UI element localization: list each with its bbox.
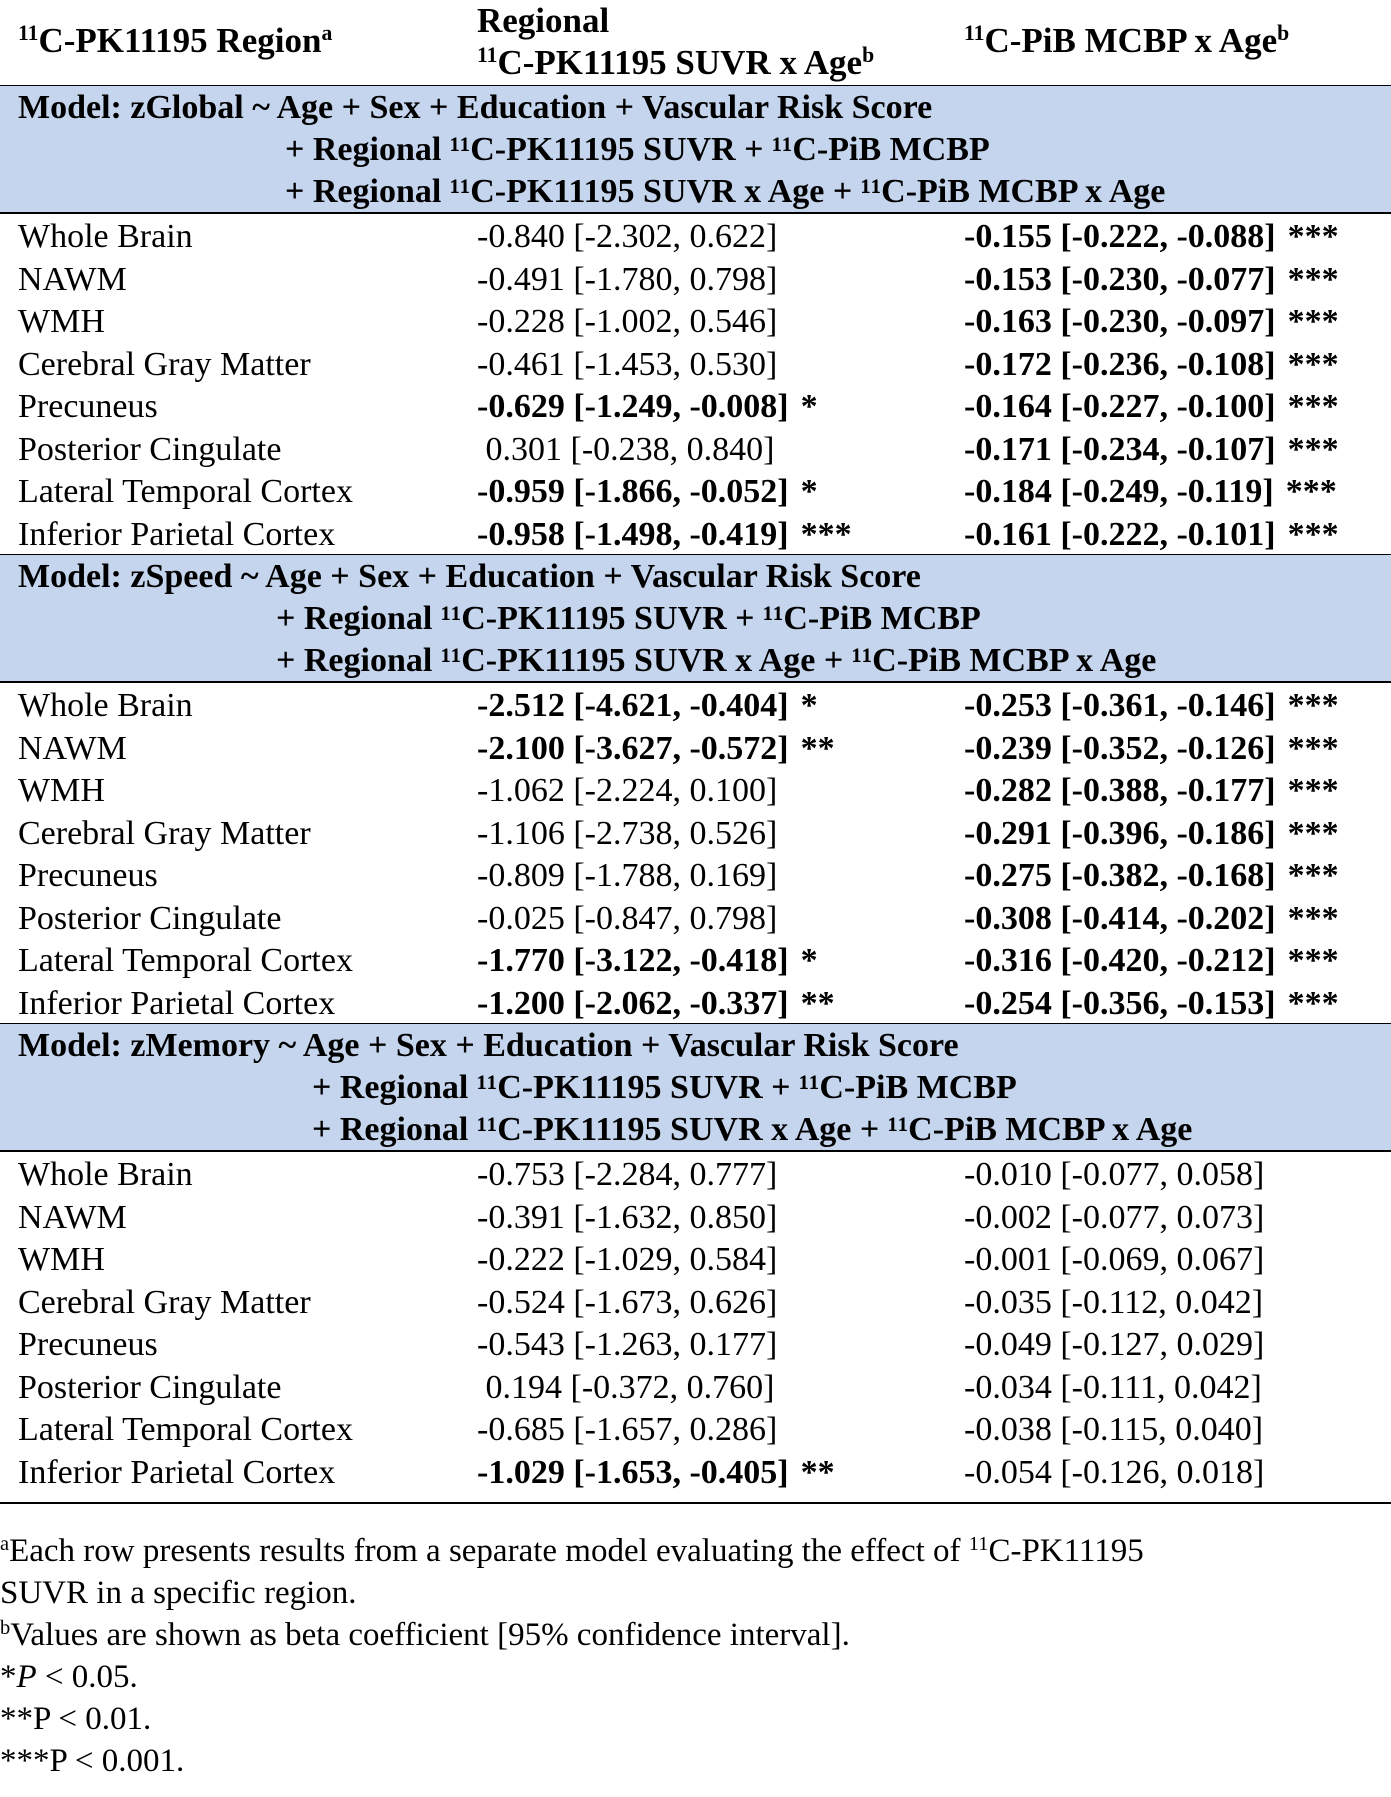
pib-value: -0.239 [-0.352, -0.126] xyxy=(964,729,1276,767)
cell-region: Whole Brain xyxy=(18,1156,193,1193)
cell-pib-mcbp-age xyxy=(964,1367,1262,1409)
pib-value: -0.001 [-0.069, 0.067] xyxy=(964,1241,1265,1278)
cell-pk-suvr-age xyxy=(477,685,818,727)
cell-pib-mcbp-age xyxy=(964,386,1339,428)
pk-value: -0.958 [-1.498, -0.419] xyxy=(477,515,789,553)
footnotes xyxy=(0,1530,1391,1782)
pk-value: -1.062 [-2.224, 0.100] xyxy=(477,772,778,809)
pk-value: -1.029 [-1.653, -0.405] xyxy=(477,1453,789,1491)
table-row xyxy=(0,259,1391,301)
table-row xyxy=(0,728,1391,770)
header-region: $^{11}$C-PK11195 Region$^a$ xyxy=(18,21,333,60)
cell-region: Cerebral Gray Matter xyxy=(18,345,311,383)
cell-pk-suvr-age xyxy=(477,216,777,258)
rule-line xyxy=(0,681,1391,683)
cell-region: WMH xyxy=(18,303,105,340)
pib-significance: *** xyxy=(1287,388,1339,425)
pib-significance: *** xyxy=(1287,772,1339,809)
cell-pk-suvr-age xyxy=(477,259,777,301)
pk-value: -2.512 [-4.621, -0.404] xyxy=(477,687,789,724)
table-row xyxy=(0,429,1391,471)
cell-pk-suvr-age xyxy=(477,1239,777,1281)
pk-value: -0.959 [-1.866, -0.052] xyxy=(477,473,789,510)
pib-value: -0.034 [-0.111, 0.042] xyxy=(964,1368,1262,1406)
pk-value: -0.391 [-1.632, 0.850] xyxy=(477,1198,778,1236)
pib-value: -0.002 [-0.077, 0.073] xyxy=(964,1198,1265,1236)
pk-value: -0.524 [-1.673, 0.626] xyxy=(477,1283,778,1321)
cell-pk-suvr-age xyxy=(477,301,777,343)
cell-pib-mcbp-age xyxy=(964,344,1339,386)
footnote-b: $^b$Values are shown as beta coefficient [95% confidence interval]. xyxy=(0,1616,850,1653)
cell-pib-mcbp-age xyxy=(964,301,1339,343)
cell-pk-suvr-age xyxy=(477,770,777,812)
pk-value: -0.685 [-1.657, 0.286] xyxy=(477,1411,778,1448)
model-line: Model: zGlobal ~ Age + Sex + Education + Vascular Risk Score xyxy=(18,89,933,126)
pk-value: -1.106 [-2.738, 0.526] xyxy=(477,814,778,852)
model-line: + Regional ¹¹C-PK11195 SUVR + ¹¹C-PiB MCBP xyxy=(312,1069,1017,1106)
table-row xyxy=(0,301,1391,343)
cell-pib-mcbp-age xyxy=(964,216,1339,258)
table-header xyxy=(0,0,1391,86)
table-row xyxy=(0,770,1391,812)
cell-region: Precuneus xyxy=(18,857,158,894)
cell-pib-mcbp-age xyxy=(964,429,1339,471)
pib-value: -0.035 [-0.112, 0.042] xyxy=(964,1283,1264,1321)
model-line: Model: zMemory ~ Age + Sex + Education + Vascular Risk Score xyxy=(18,1027,959,1064)
cell-pk-suvr-age xyxy=(477,386,818,428)
cell-pk-suvr-age xyxy=(477,1197,777,1239)
pk-value: -0.629 [-1.249, -0.008] xyxy=(477,388,789,425)
cell-pk-suvr-age xyxy=(477,514,852,556)
pib-significance: *** xyxy=(1287,687,1339,724)
pk-value: -0.491 [-1.780, 0.798] xyxy=(477,260,778,298)
cell-region: Inferior Parietal Cortex xyxy=(18,984,336,1022)
cell-pib-mcbp-age xyxy=(964,1239,1264,1281)
cell-region: Inferior Parietal Cortex xyxy=(18,515,336,553)
cell-pib-mcbp-age xyxy=(964,770,1339,812)
table-row xyxy=(0,1282,1391,1324)
cell-region: Posterior Cingulate xyxy=(18,430,282,468)
model-line: + Regional ¹¹C-PK11195 SUVR x Age + ¹¹C-PiB MCBP x Age xyxy=(312,1111,1193,1148)
pib-value: -0.291 [-0.396, -0.186] xyxy=(964,814,1276,852)
pk-value: -0.228 [-1.002, 0.546] xyxy=(477,303,778,340)
cell-pk-suvr-age xyxy=(477,855,777,897)
pk-value: -0.840 [-2.302, 0.622] xyxy=(477,218,778,255)
cell-pk-suvr-age xyxy=(477,940,818,982)
pk-value: -0.809 [-1.788, 0.169] xyxy=(477,857,778,894)
cell-region: WMH xyxy=(18,772,105,809)
table-row xyxy=(0,1154,1391,1196)
pk-value: -1.770 [-3.122, -0.418] xyxy=(477,942,789,979)
cell-region: NAWM xyxy=(18,1198,127,1236)
footnote-p05: *P < 0.05. xyxy=(0,1659,138,1695)
cell-pk-suvr-age xyxy=(477,983,835,1025)
cell-pib-mcbp-age xyxy=(964,855,1339,897)
table-row xyxy=(0,813,1391,855)
cell-pib-mcbp-age xyxy=(964,1282,1263,1324)
cell-pk-suvr-age xyxy=(477,1409,777,1451)
pib-significance: *** xyxy=(1287,345,1339,383)
pib-value: -0.171 [-0.234, -0.107] xyxy=(964,430,1276,468)
cell-pk-suvr-age xyxy=(477,429,774,471)
pib-value: -0.164 [-0.227, -0.100] xyxy=(964,388,1276,425)
cell-pk-suvr-age xyxy=(477,1367,774,1409)
cell-pk-suvr-age xyxy=(477,1154,777,1196)
rule-line xyxy=(0,212,1391,214)
cell-pk-suvr-age xyxy=(477,898,777,940)
cell-pib-mcbp-age xyxy=(964,813,1339,855)
cell-pib-mcbp-age xyxy=(964,1324,1264,1366)
pib-value: -0.161 [-0.222, -0.101] xyxy=(964,515,1276,553)
table-row xyxy=(0,685,1391,727)
cell-region: Whole Brain xyxy=(18,218,193,255)
model-line: + Regional ¹¹C-PK11195 SUVR x Age + ¹¹C-PiB MCBP x Age xyxy=(276,642,1157,679)
pk-significance: * xyxy=(800,942,818,979)
cell-region: Precuneus xyxy=(18,1326,158,1363)
table-row xyxy=(0,855,1391,897)
pk-value: -1.200 [-2.062, -0.337] xyxy=(477,984,789,1022)
pk-significance: *** xyxy=(800,515,852,553)
header-pk-line2: $^{11}$C-PK11195 SUVR x Age$^b$ xyxy=(477,43,875,82)
cell-pib-mcbp-age xyxy=(964,259,1339,301)
pib-significance: *** xyxy=(1287,218,1339,255)
pib-significance: *** xyxy=(1287,942,1339,979)
cell-pib-mcbp-age xyxy=(964,1452,1264,1494)
pib-significance: *** xyxy=(1287,814,1339,852)
cell-region: Whole Brain xyxy=(18,687,193,724)
pib-significance: *** xyxy=(1287,984,1339,1022)
table-row xyxy=(0,1367,1391,1409)
cell-pk-suvr-age xyxy=(477,1452,835,1494)
pib-value: -0.308 [-0.414, -0.202] xyxy=(964,899,1276,937)
rule-line xyxy=(0,1502,1391,1504)
cell-region: Cerebral Gray Matter xyxy=(18,814,311,852)
pib-value: -0.163 [-0.230, -0.097] xyxy=(964,303,1276,340)
cell-pib-mcbp-age xyxy=(964,514,1339,556)
rule-line xyxy=(0,1150,1391,1152)
model-band xyxy=(0,555,1391,681)
pib-value: -0.254 [-0.356, -0.153] xyxy=(964,984,1276,1022)
model-band xyxy=(0,86,1391,212)
pk-value: -0.753 [-2.284, 0.777] xyxy=(477,1156,778,1193)
cell-region: NAWM xyxy=(18,729,127,767)
pib-value: -0.010 [-0.077, 0.058] xyxy=(964,1156,1265,1193)
table-row xyxy=(0,1239,1391,1281)
footnote-p01: **P < 0.01. xyxy=(0,1701,152,1737)
table-row xyxy=(0,471,1391,513)
table-row xyxy=(0,1452,1391,1494)
pk-value: -0.025 [-0.847, 0.798] xyxy=(477,899,778,937)
pk-significance: * xyxy=(800,473,818,510)
table-row xyxy=(0,386,1391,428)
footnote-p001: ***P < 0.001. xyxy=(0,1743,185,1779)
pib-value: -0.172 [-0.236, -0.108] xyxy=(964,345,1276,383)
cell-pib-mcbp-age xyxy=(964,898,1339,940)
cell-region: Inferior Parietal Cortex xyxy=(18,1453,336,1491)
pib-value: -0.155 [-0.222, -0.088] xyxy=(964,218,1276,255)
cell-pk-suvr-age xyxy=(477,728,835,770)
cell-pk-suvr-age xyxy=(477,1282,777,1324)
cell-region: Lateral Temporal Cortex xyxy=(18,942,353,979)
pib-significance: *** xyxy=(1287,515,1339,553)
cell-pib-mcbp-age xyxy=(964,1154,1264,1196)
pib-value: -0.184 [-0.249, -0.119] xyxy=(964,473,1274,510)
pib-significance: *** xyxy=(1287,857,1339,894)
table-row xyxy=(0,216,1391,258)
model-line: + Regional ¹¹C-PK11195 SUVR + ¹¹C-PiB MCBP xyxy=(276,600,981,637)
model-line: + Regional ¹¹C-PK11195 SUVR x Age + ¹¹C-PiB MCBP x Age xyxy=(285,173,1166,210)
pk-value: -2.100 [-3.627, -0.572] xyxy=(477,729,789,767)
cell-pib-mcbp-age xyxy=(964,728,1339,770)
model-line: + Regional ¹¹C-PK11195 SUVR + ¹¹C-PiB MCBP xyxy=(285,131,990,168)
table-row xyxy=(0,898,1391,940)
cell-region: Precuneus xyxy=(18,388,158,425)
cell-region: Cerebral Gray Matter xyxy=(18,1283,311,1321)
pk-significance: ** xyxy=(800,984,835,1022)
pk-significance: * xyxy=(800,388,818,425)
header-pk-line1: Regional xyxy=(477,1,610,40)
pib-significance: *** xyxy=(1285,473,1337,510)
model-line: Model: zSpeed ~ Age + Sex + Education + Vascular Risk Score xyxy=(18,558,921,595)
pk-value: -0.222 [-1.029, 0.584] xyxy=(477,1241,778,1278)
pk-significance: ** xyxy=(800,729,835,767)
pk-value: 0.194 [-0.372, 0.760] xyxy=(477,1368,775,1406)
pk-significance: * xyxy=(800,687,818,724)
pib-significance: *** xyxy=(1287,303,1339,340)
pib-value: -0.282 [-0.388, -0.177] xyxy=(964,772,1276,809)
cell-pib-mcbp-age xyxy=(964,940,1339,982)
table-row xyxy=(0,344,1391,386)
pib-value: -0.054 [-0.126, 0.018] xyxy=(964,1453,1265,1491)
cell-region: Posterior Cingulate xyxy=(18,1368,282,1406)
pib-value: -0.253 [-0.361, -0.146] xyxy=(964,687,1276,724)
cell-pk-suvr-age xyxy=(477,344,777,386)
table-row xyxy=(0,1197,1391,1239)
table-row xyxy=(0,514,1391,556)
pib-significance: *** xyxy=(1287,729,1339,767)
cell-region: Lateral Temporal Cortex xyxy=(18,473,353,510)
cell-region: Posterior Cingulate xyxy=(18,899,282,937)
pk-value: -0.461 [-1.453, 0.530] xyxy=(477,345,778,383)
pib-value: -0.038 [-0.115, 0.040] xyxy=(964,1411,1264,1448)
pib-value: -0.153 [-0.230, -0.077] xyxy=(964,260,1276,298)
table-row xyxy=(0,983,1391,1025)
table-row xyxy=(0,1324,1391,1366)
header-pib: $^{11}$C-PiB MCBP x Age$^b$ xyxy=(964,21,1290,60)
cell-pib-mcbp-age xyxy=(964,471,1337,513)
pk-significance: ** xyxy=(800,1453,835,1491)
model-band xyxy=(0,1024,1391,1150)
pib-value: -0.275 [-0.382, -0.168] xyxy=(964,857,1276,894)
pib-significance: *** xyxy=(1287,260,1339,298)
cell-pk-suvr-age xyxy=(477,813,777,855)
footnote-a-line2: SUVR in a specific region. xyxy=(0,1575,357,1611)
cell-pib-mcbp-age xyxy=(964,983,1339,1025)
cell-pib-mcbp-age xyxy=(964,1197,1264,1239)
pib-significance: *** xyxy=(1287,430,1339,468)
pk-value: -0.543 [-1.263, 0.177] xyxy=(477,1326,778,1363)
pib-value: -0.316 [-0.420, -0.212] xyxy=(964,942,1276,979)
cell-region: WMH xyxy=(18,1241,105,1278)
cell-pib-mcbp-age xyxy=(964,1409,1263,1451)
cell-pib-mcbp-age xyxy=(964,685,1339,727)
cell-region: NAWM xyxy=(18,260,127,298)
table-row xyxy=(0,940,1391,982)
footnote-a-line1: $^a$Each row presents results from a separate model evaluating the effect of $^{11}$C-PK11195 xyxy=(0,1532,1144,1569)
cell-region: Lateral Temporal Cortex xyxy=(18,1411,353,1448)
pib-significance: *** xyxy=(1287,899,1339,937)
cell-pk-suvr-age xyxy=(477,1324,777,1366)
table-row xyxy=(0,1409,1391,1451)
pk-value: 0.301 [-0.238, 0.840] xyxy=(477,430,775,468)
cell-pk-suvr-age xyxy=(477,471,818,513)
pib-value: -0.049 [-0.127, 0.029] xyxy=(964,1326,1265,1363)
